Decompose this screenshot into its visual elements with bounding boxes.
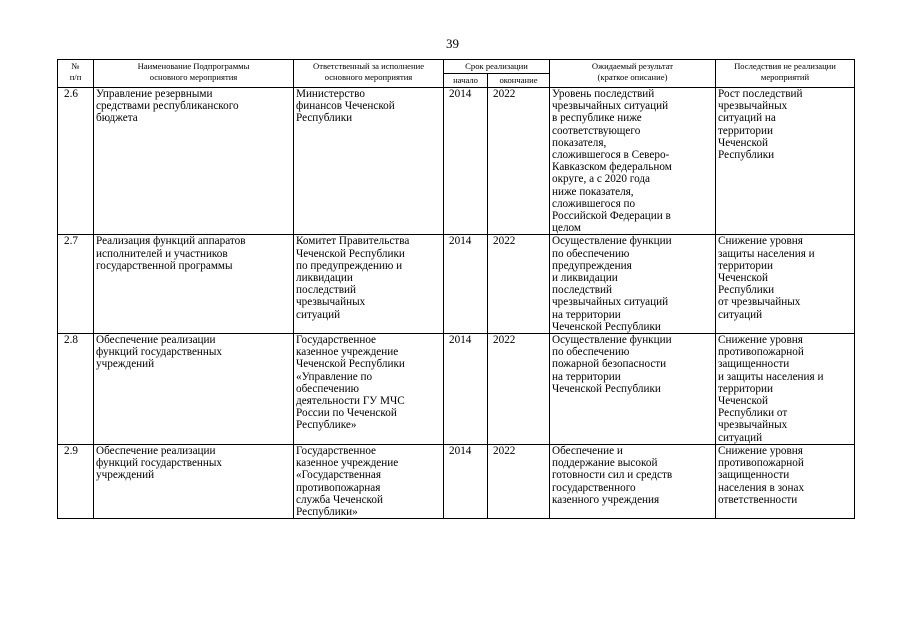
table-row	[58, 88, 855, 235]
table-row	[58, 235, 855, 334]
table-body	[58, 88, 855, 519]
row-result: Осуществление функции по обеспечению предупреждения и ликвидации последствий чрезвычайных ситуаций на территории Чеченской Республики	[550, 235, 716, 334]
row-name: Реализация функций аппаратов исполнителей и участников государственной программы	[94, 235, 294, 334]
header-name: Наименование Подпрограммы основного мероприятия	[94, 60, 294, 88]
header-num: № п/п	[58, 60, 94, 88]
row-name: Обеспечение реализации функций государственных учреждений	[94, 444, 294, 518]
row-start: 2014	[444, 444, 488, 518]
page-number: 39	[446, 36, 459, 51]
row-end: 2022	[488, 444, 550, 518]
row-num: 2.6	[58, 88, 94, 235]
row-consequences: Снижение уровня противопожарной защищенности и защиты населения и территории Чеченской Республики от чрезвычайных ситуаций	[716, 334, 855, 445]
row-responsible: Комитет Правительства Чеченской Республики по предупреждению и ликвидации последствий чрезвычайных ситуаций	[294, 235, 444, 334]
row-result: Обеспечение и поддержание высокой готовности сил и средств государственного казенного учреждения	[550, 444, 716, 518]
header-result: Ожидаемый результат (краткое описание)	[550, 60, 716, 88]
row-consequences: Снижение уровня защиты населения и территории Чеченской Республики от чрезвычайных ситуаций	[716, 235, 855, 334]
row-responsible: Государственное казенное учреждение Чеченской Республики «Управление по обеспечению деятельности ГУ МЧС России по Чеченской Республике»	[294, 334, 444, 445]
row-consequences: Снижение уровня противопожарной защищенности населения в зонах ответственности	[716, 444, 855, 518]
row-end: 2022	[488, 334, 550, 445]
header-responsible: Ответственный за исполнение основного мероприятия	[294, 60, 444, 88]
header-consequences: Последствия не реализации мероприятий	[716, 60, 855, 88]
header-term: Срок реализации	[444, 60, 550, 74]
row-result: Осуществление функции по обеспечению пожарной безопасности на территории Чеченской Республики	[550, 334, 716, 445]
row-end: 2022	[488, 88, 550, 235]
table-header	[58, 60, 855, 88]
row-responsible: Министерство финансов Чеченской Республики	[294, 88, 444, 235]
row-result: Уровень последствий чрезвычайных ситуаций в республике ниже соответствующего показателя, сложившегося в Северо- Кавказском федеральном округе, а с 2020 года ниже показателя, сложившегося по Российской Федерации в целом	[550, 88, 716, 235]
program-table	[57, 59, 855, 519]
row-start: 2014	[444, 88, 488, 235]
row-num: 2.7	[58, 235, 94, 334]
row-end: 2022	[488, 235, 550, 334]
row-start: 2014	[444, 334, 488, 445]
row-name: Обеспечение реализации функций государственных учреждений	[94, 334, 294, 445]
row-num: 2.9	[58, 444, 94, 518]
header-start: начало	[444, 74, 488, 88]
table-row	[58, 334, 855, 445]
row-responsible: Государственное казенное учреждение «Государственная противопожарная служба Чеченской Республики»	[294, 444, 444, 518]
row-num: 2.8	[58, 334, 94, 445]
table-row	[58, 444, 855, 518]
row-name: Управление резервными средствами республиканского бюджета	[94, 88, 294, 235]
row-start: 2014	[444, 235, 488, 334]
row-consequences: Рост последствий чрезвычайных ситуаций на территории Чеченской Республики	[716, 88, 855, 235]
header-end: окончание	[488, 74, 550, 88]
